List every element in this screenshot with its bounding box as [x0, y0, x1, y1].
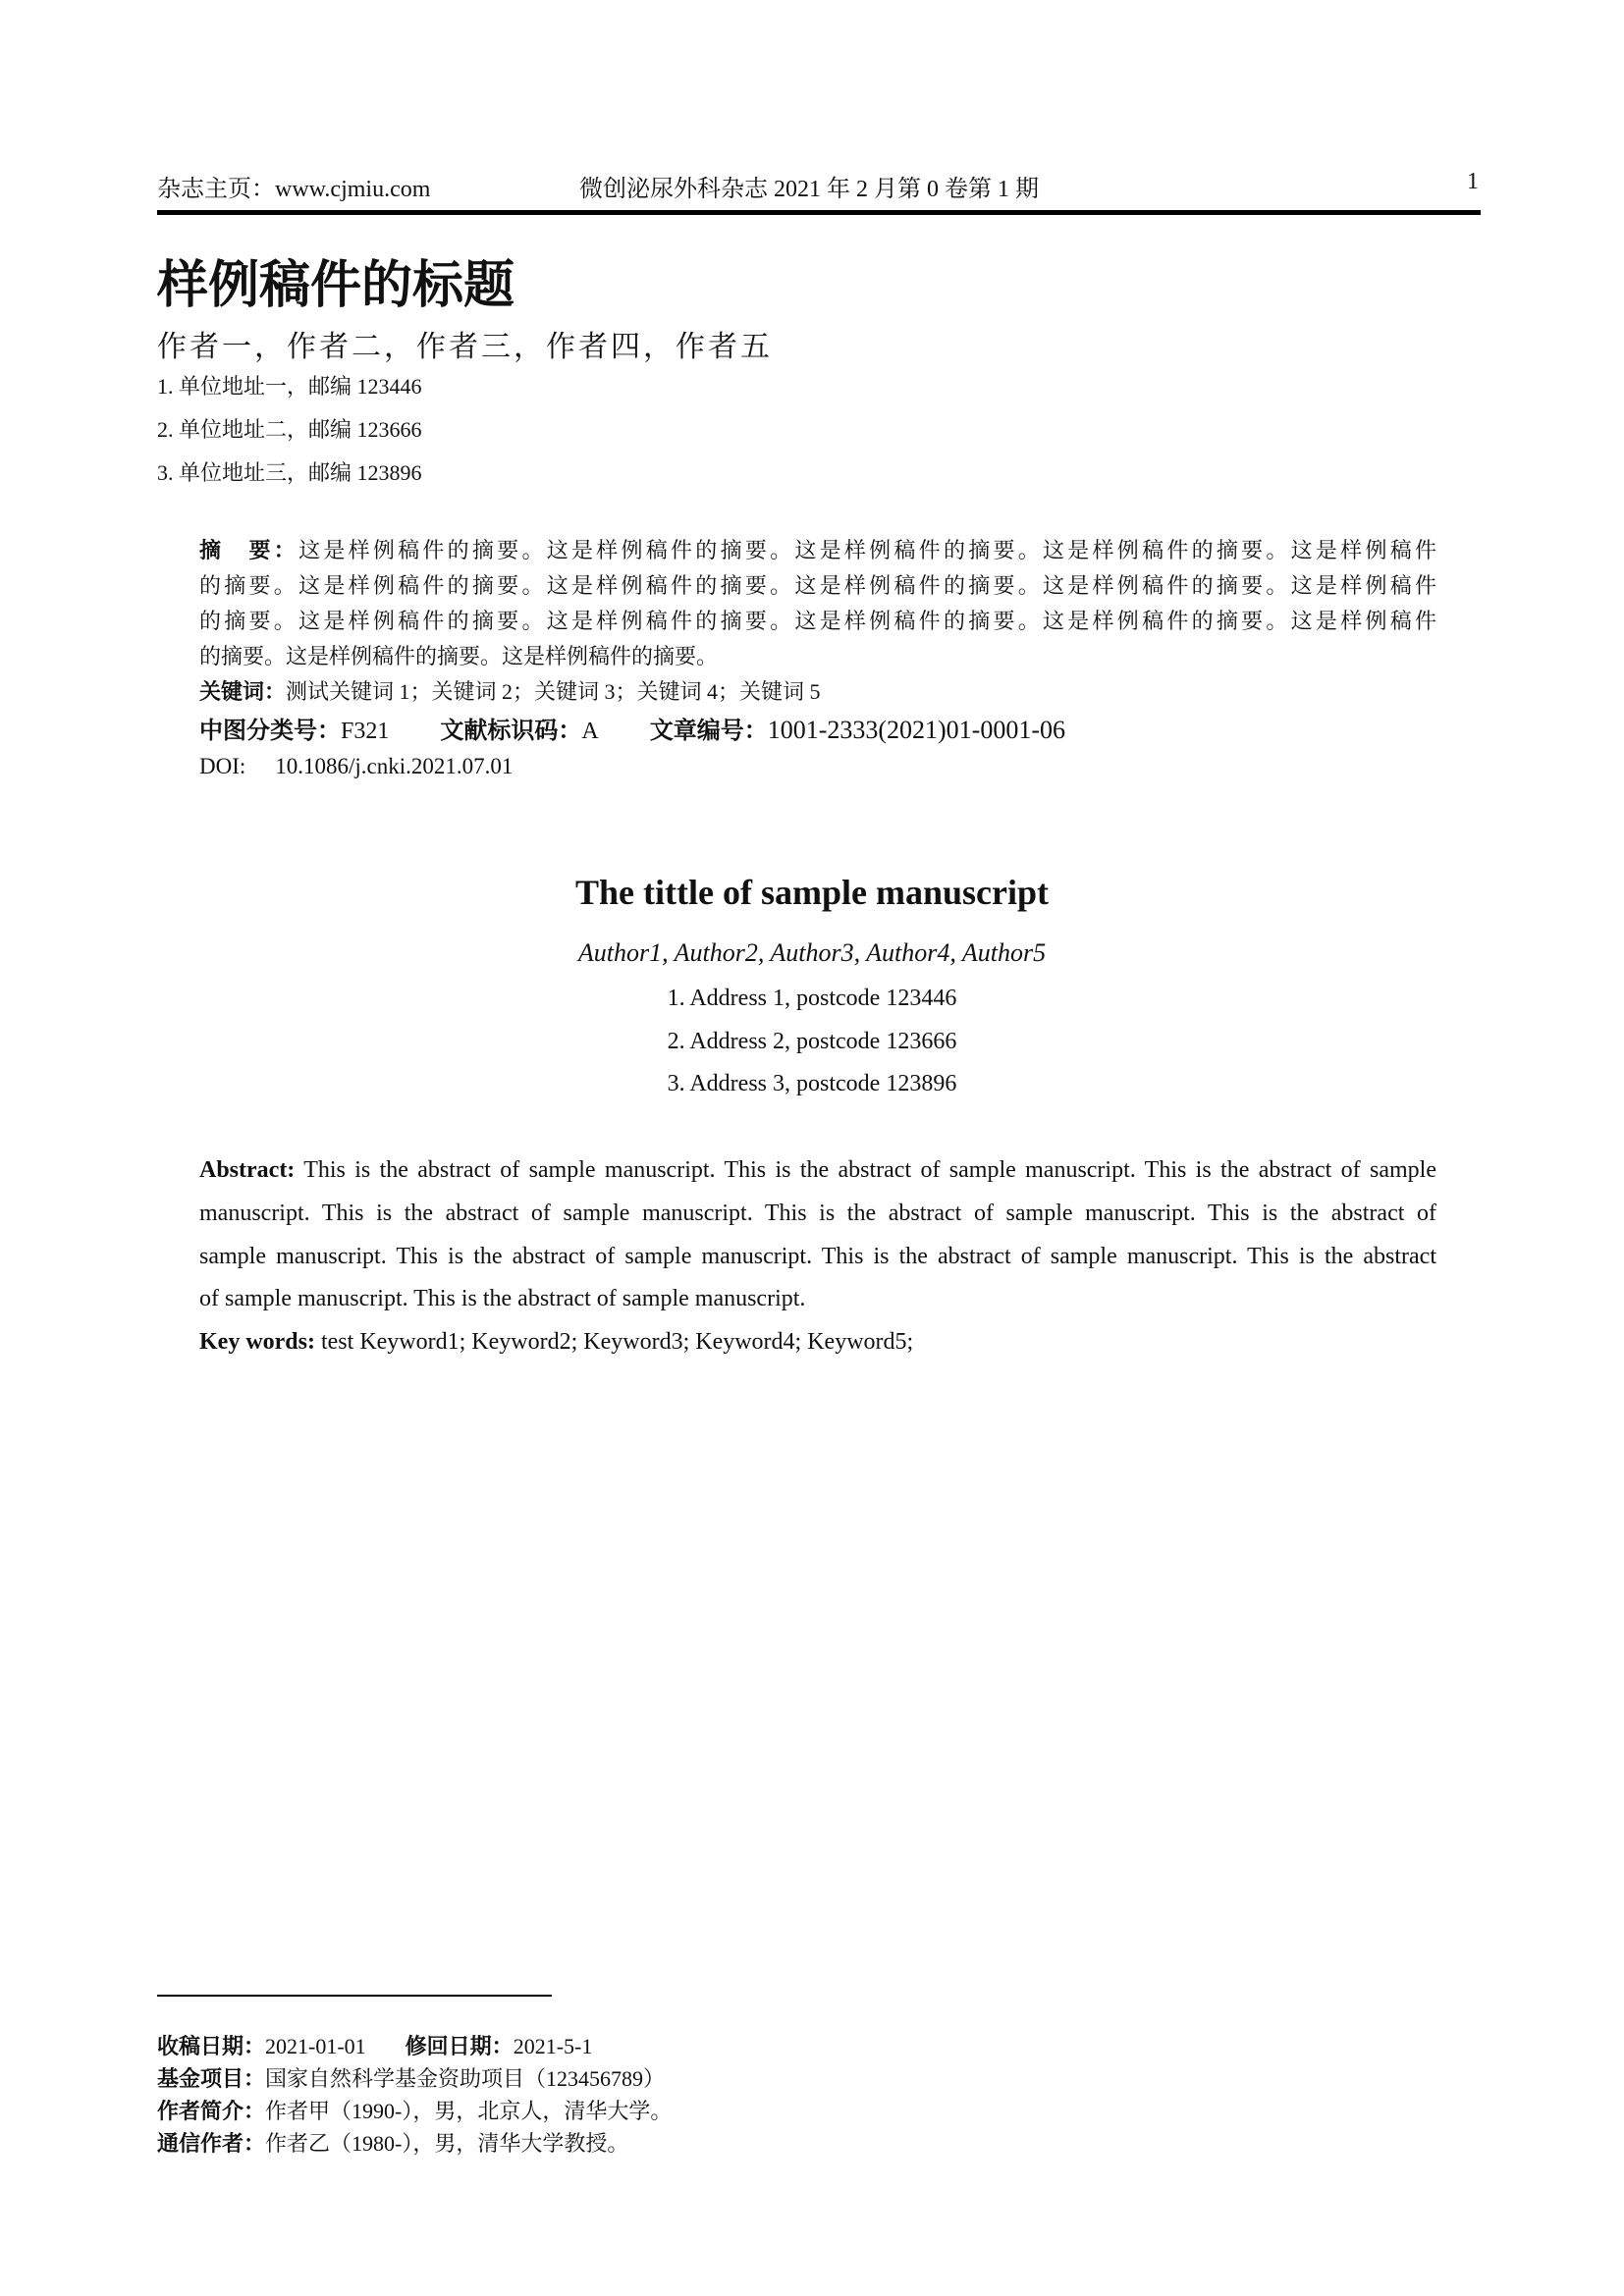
en-keywords-label: Key words: [199, 1329, 315, 1355]
cn-affiliation: 2. 单位地址二，邮编 123666 [157, 417, 422, 442]
article-no-value: 1001-2333(2021)01-0001-06 [767, 716, 1065, 744]
en-abstract-text: This is the abstract of sample manuscript. This is the abstract of sample manuscript. This is the abstract of sample [295, 1157, 1436, 1183]
cn-affiliation: 3. 单位地址三，邮编 123896 [157, 460, 422, 485]
cn-keywords-text: 测试关键词 1；关键词 2；关键词 3；关键词 4；关键词 5 [286, 679, 821, 704]
cn-affiliation: 1. 单位地址一，邮编 123446 [157, 374, 422, 399]
footnote-corresponding [157, 2127, 628, 2158]
doi [199, 754, 513, 779]
corresponding-text: 作者乙（1980-），男，清华大学教授。 [265, 2131, 629, 2156]
cn-authors: 作者一，作者二，作者三，作者四，作者五 [157, 331, 773, 363]
cn-abstract-line [199, 534, 1436, 564]
en-abstract-line: manuscript. This is the abstract of sample manuscript. This is the abstract of sample manuscript. This is the abstract of [199, 1201, 1436, 1226]
article-no-label: 文章编号： [649, 717, 768, 744]
en-title: The tittle of sample manuscript [575, 873, 1049, 912]
footnote-author-bio [157, 2095, 672, 2125]
clc-label: 中图分类号： [199, 717, 341, 744]
en-abstract-line: of sample manuscript. This is the abstract of sample manuscript. [199, 1286, 806, 1311]
en-affiliation: 3. Address 3, postcode 123896 [667, 1071, 957, 1096]
author-bio-label: 作者简介： [157, 2100, 266, 2124]
en-keywords [199, 1329, 1436, 1356]
cn-abstract-line: 的摘要。这是样例稿件的摘要。这是样例稿件的摘要。这是样例稿件的摘要。这是样例稿件的摘要。这是样例稿件 [199, 573, 1436, 598]
header-rule [157, 210, 1481, 215]
cn-classification [199, 711, 1065, 745]
cn-abstract-line: 的摘要。这是样例稿件的摘要。这是样例稿件的摘要。 [199, 644, 719, 668]
doi-label: DOI: [199, 754, 246, 778]
journal-homepage: 杂志主页：www.cjmiu.com [157, 177, 431, 202]
fund-text: 国家自然科学基金资助项目（123456789） [265, 2066, 666, 2091]
en-authors: Author1, Author2, Author3, Author4, Author5 [577, 938, 1047, 967]
fund-label: 基金项目： [157, 2067, 266, 2092]
cn-abstract-line: 的摘要。这是样例稿件的摘要。这是样例稿件的摘要。这是样例稿件的摘要。这是样例稿件的摘要。这是样例稿件 [199, 609, 1436, 633]
en-affiliation: 2. Address 2, postcode 123666 [667, 1029, 957, 1054]
footnote-rule [157, 1995, 552, 1997]
footnote-dates [157, 2030, 592, 2060]
cn-keywords-label: 关键词： [199, 680, 287, 705]
corresponding-label: 通信作者： [157, 2132, 266, 2157]
footnote-fund [157, 2062, 665, 2093]
en-abstract-line: sample manuscript. This is the abstract of sample manuscript. This is the abstract of sample manuscript. This is the abstract [199, 1244, 1436, 1269]
doc-code-value: A [581, 719, 599, 744]
cn-keywords [199, 675, 821, 706]
revised-label: 修回日期： [405, 2035, 514, 2059]
en-affiliation: 1. Address 1, postcode 123446 [667, 986, 957, 1011]
en-abstract-line [199, 1157, 1436, 1184]
en-keywords-text: test Keyword1; Keyword2; Keyword3; Keyword4; Keyword5; [314, 1329, 914, 1355]
received-label: 收稿日期： [157, 2035, 266, 2059]
page-number: 1 [1467, 169, 1479, 194]
revised-date: 2021-5-1 [513, 2034, 593, 2058]
author-bio-text: 作者甲（1990-），男，北京人，清华大学。 [265, 2099, 673, 2123]
cn-title: 样例稿件的标题 [157, 256, 515, 315]
doc-code-label: 文献标识码： [440, 717, 582, 744]
received-date: 2021-01-01 [265, 2034, 366, 2058]
journal-issue: 微创泌尿外科杂志 2021 年 2 月第 0 卷第 1 期 [579, 177, 1039, 202]
doi-link[interactable]: 10.1086/j.cnki.2021.07.01 [275, 754, 514, 778]
en-abstract-label: Abstract: [199, 1157, 296, 1183]
cn-abstract-label: 摘 要： [199, 539, 299, 563]
clc-value: F321 [341, 719, 390, 744]
cn-abstract-text: 这是样例稿件的摘要。这是样例稿件的摘要。这是样例稿件的摘要。这是样例稿件的摘要。这是样例稿件 [298, 538, 1436, 562]
